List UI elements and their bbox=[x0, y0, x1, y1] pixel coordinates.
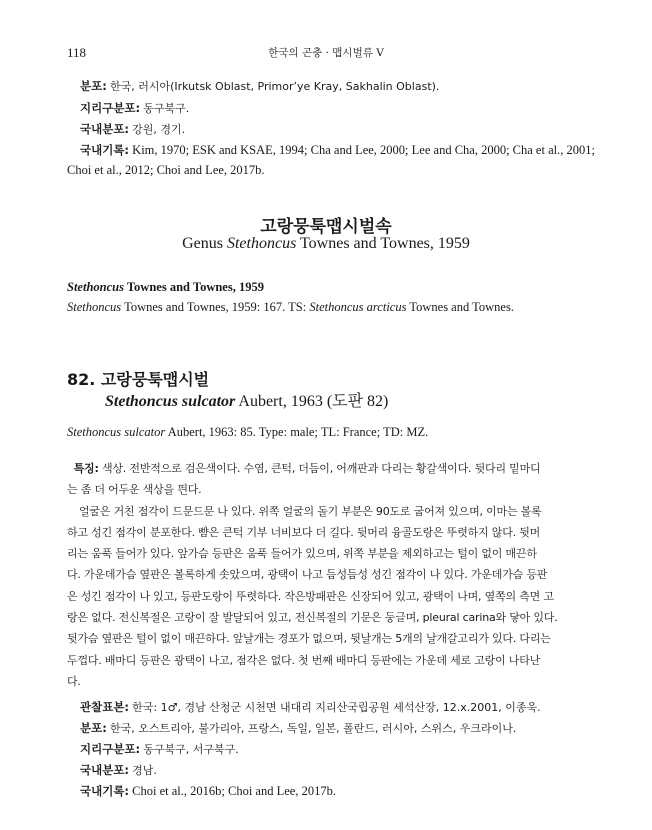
genus-title-latin: Genus Stethoncus Townes and Townes, 1959 bbox=[182, 235, 470, 252]
record-domestic-records-cont: Choi et al., 2012; Choi and Lee, 2017b. bbox=[67, 163, 265, 177]
record-domestic-records-2: 국내기록: Choi et al., 2016b; Choi and Lee, 2017b. bbox=[80, 784, 336, 798]
genus-ref-line: Stethoncus Townes and Townes, 1959: 167. TS: Stethoncus arcticus Townes and Townes. bbox=[67, 300, 514, 314]
record-domestic-distribution: 국내분포: 강원, 경기. bbox=[80, 122, 186, 136]
diagnosis-line: 다. 가운데가슴 옆판은 볼록하게 솟았으며, 광택이 나고 듬성듬성 성긴 점각이 나 있다. 가운데가슴 등판 bbox=[67, 568, 548, 582]
record-domestic-distribution-2: 국내분포: 경남. bbox=[80, 763, 157, 777]
page-number: 118 bbox=[67, 45, 87, 60]
diagnosis-line: 얼굴은 거친 점각이 드문드문 나 있다. 위쪽 얼굴의 돌기 부분은 90도로 굽어져 있으며, 이마는 볼록 bbox=[79, 504, 542, 518]
running-title: 한국의 곤충 · 맵시벌류 V bbox=[268, 47, 384, 59]
record-zoogeography-2: 지리구분포: 동구북구, 서구북구. bbox=[80, 742, 239, 756]
diagnosis-line: 다. bbox=[67, 674, 81, 688]
species-ref-line: Stethoncus sulcator Aubert, 1963: 85. Type: male; TL: France; TD: MZ. bbox=[67, 425, 429, 439]
record-specimens: 관찰표본: 한국: 1♂, 경남 산청군 시천면 내대리 지리산국립공원 세석산장, 12.x.2001, 이종욱. bbox=[80, 700, 541, 714]
diagnosis-line: 는 좀 더 어두운 색상을 띈다. bbox=[67, 483, 202, 497]
diagnosis-line: 뒷가슴 옆판은 털이 없이 매끈하다. 앞날개는 경포가 없으며, 뒷날개는 5개의 날개갈고리가 있다. 다리는 bbox=[67, 632, 551, 646]
diagnosis-line: 랑은 없다. 전신복절은 고랑이 잘 발달되어 있고, 전신복절의 기문은 둥글며, pleural carina와 닿아 있다. bbox=[67, 611, 558, 625]
diagnosis-paragraph bbox=[67, 458, 587, 692]
diagnosis-line: 리는 움푹 들어가 있다. 앞가슴 등판은 움푹 들어가 있으며, 위쪽 부분을 제외하고는 털이 없이 매끈하 bbox=[67, 547, 537, 561]
record-distribution-2: 분포: 한국, 오스트리아, 불가리아, 프랑스, 독일, 일본, 폴란드, 러시아, 스위스, 우크라이나. bbox=[80, 721, 517, 735]
diagnosis-line: 두껍다. 배마디 등판은 광택이 나고, 점각은 없다. 첫 번째 배마디 등판에는 가운데 세로 고랑이 나타난 bbox=[67, 653, 541, 667]
genus-ref-heading: Stethoncus Townes and Townes, 1959 bbox=[67, 280, 264, 294]
record-zoogeography: 지리구분포: 동구북구. bbox=[80, 101, 190, 115]
diagnosis-line: 은 성긴 점각이 나 있고, 등판도랑이 뚜렷하다. 작은방패판은 신장되어 있고, 광택이 나며, 옆쪽의 측면 고 bbox=[67, 589, 554, 603]
genus-title-korean: 고랑뭉툭맵시벌속 bbox=[260, 217, 392, 237]
species-title-latin: Stethoncus sulcator Aubert, 1963 (도판 82) bbox=[105, 393, 389, 410]
species-title-korean: 82. 고랑뭉툭맵시벌 bbox=[67, 370, 210, 389]
record-distribution: 분포: 한국, 러시아(Irkutsk Oblast, Primor’ye Kray, Sakhalin Oblast). bbox=[80, 79, 440, 93]
diagnosis-line: 특징: 색상. 전반적으로 검은색이다. 수염, 큰턱, 더듬이, 어깨판과 다리는 황갈색이다. 뒷다리 밑마디 bbox=[73, 462, 541, 475]
diagnosis-line: 하고 성긴 점각이 분포한다. 뺨은 큰턱 기부 너비보다 더 길다. 뒷머리 융골도랑은 뚜렷하지 않다. 뒷머 bbox=[67, 525, 541, 539]
record-domestic-records: 국내기록: Kim, 1970; ESK and KSAE, 1994; Cha and Lee, 2000; Lee and Cha, 2000; Cha et al., 2001; bbox=[80, 143, 595, 157]
